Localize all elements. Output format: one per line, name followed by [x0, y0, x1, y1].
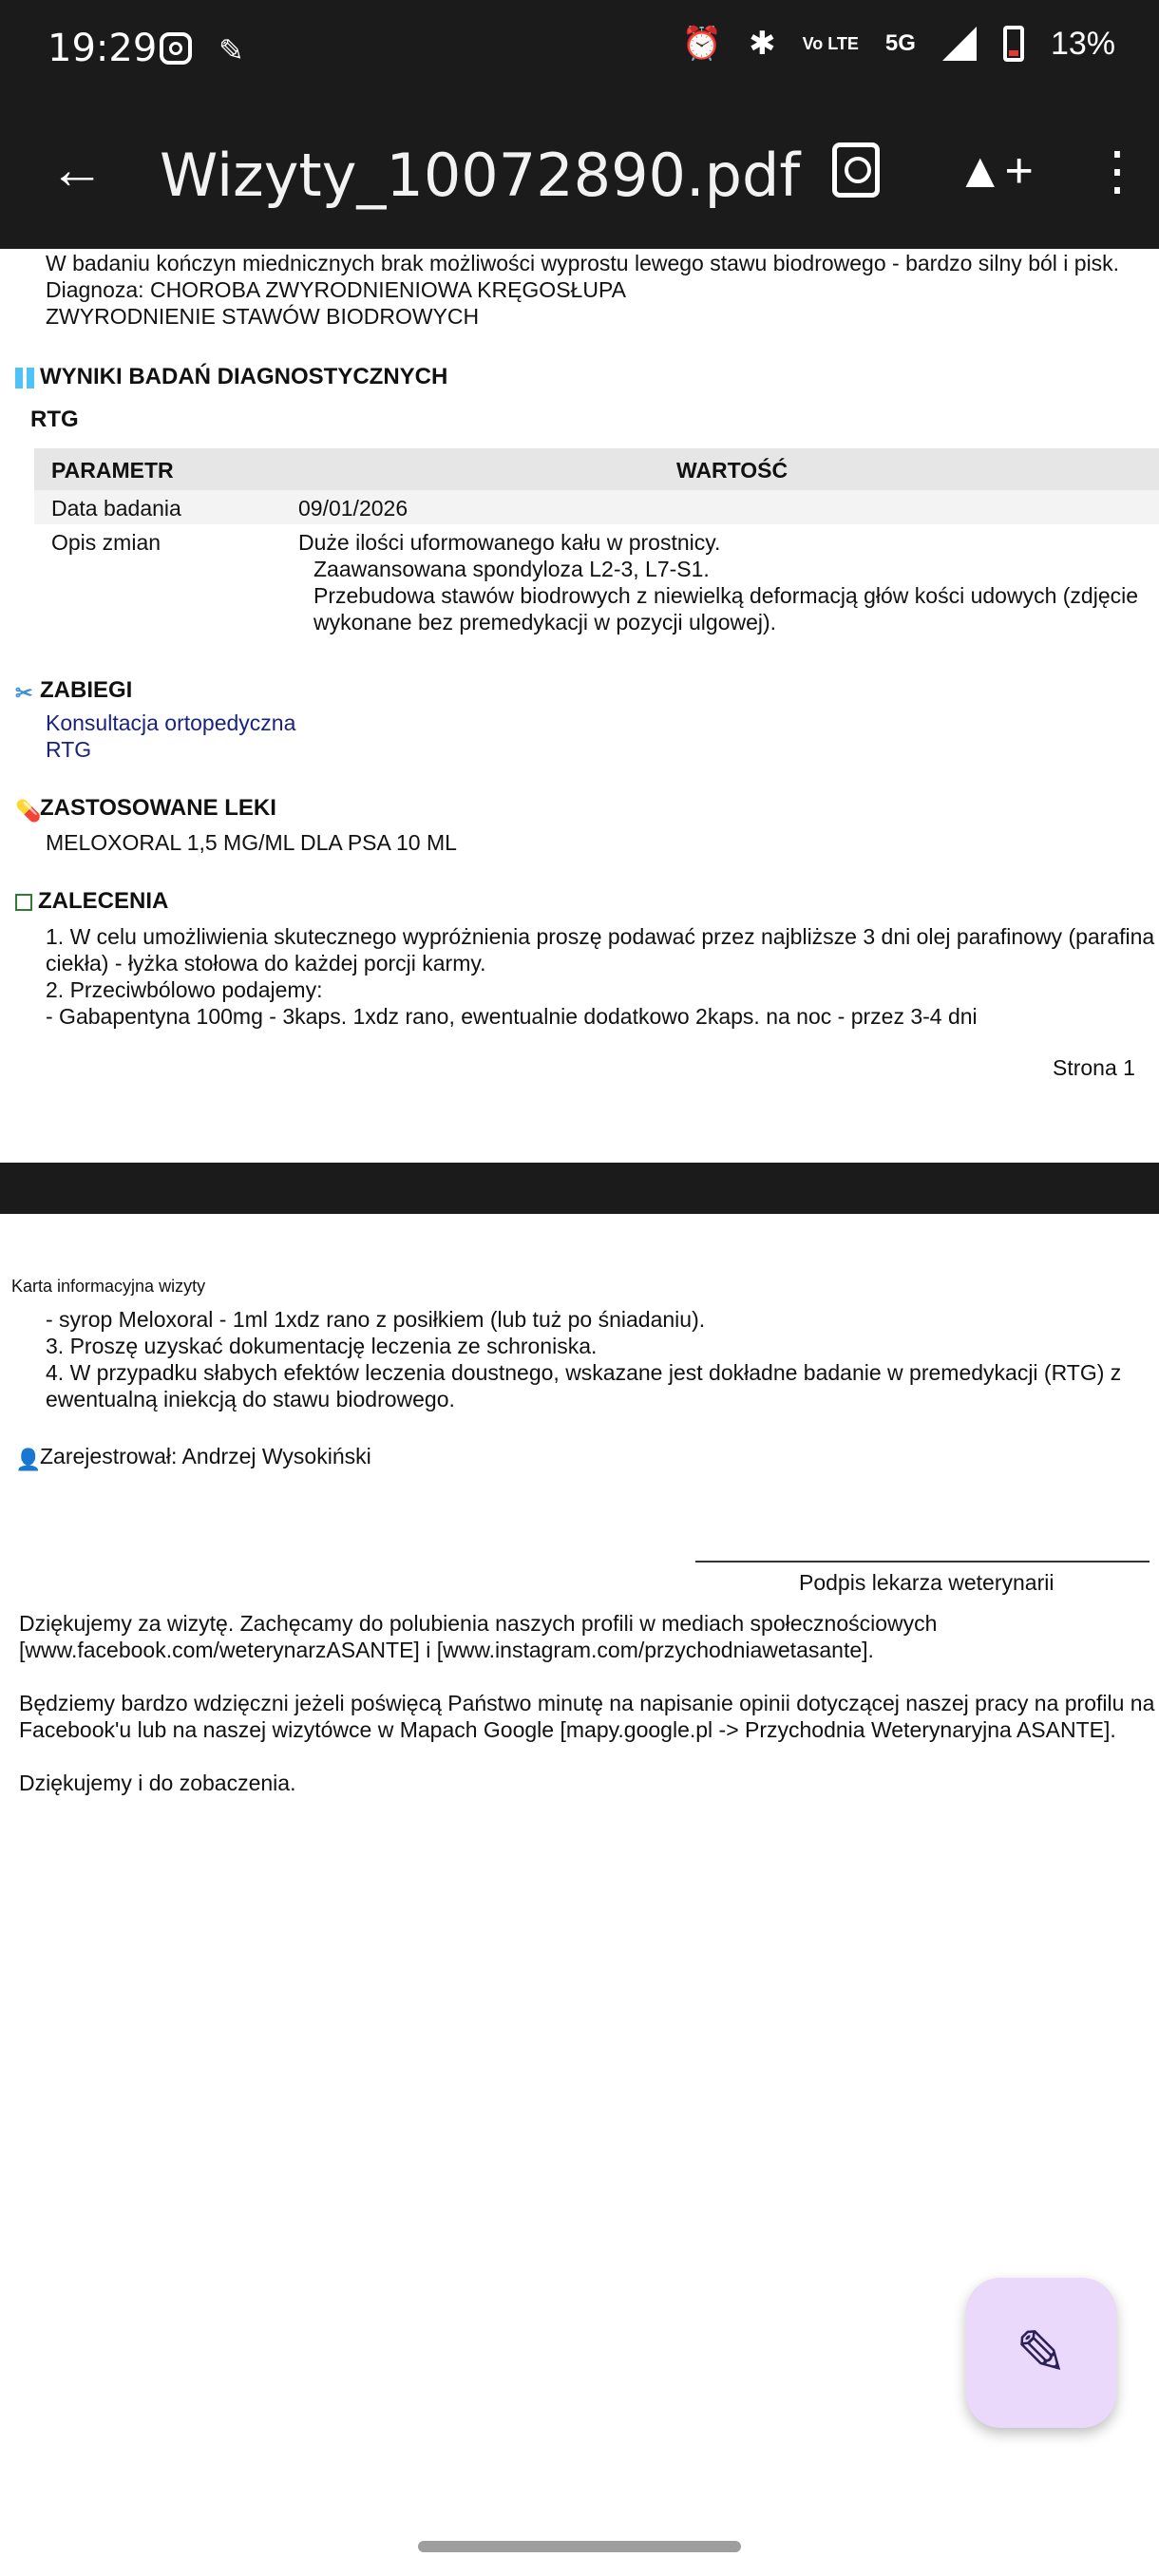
signature-line [695, 1561, 1150, 1563]
battery-icon [1003, 26, 1024, 62]
table-cell-cont: wykonane bez premedykacji w pozycji ulgowej). [314, 610, 777, 635]
battery-percent: 13% [1050, 25, 1115, 62]
section-heading-zabiegi: ✂ ZABIEGI [15, 677, 133, 705]
registered-by: 👤Zarejestrował: Andrzej Wysokiński [15, 1444, 371, 1471]
text-line: W badaniu kończyn miednicznych brak możliwości wyprostu lewego stawu biodrowego - bardzo silny ból i pisk. [46, 251, 1120, 275]
recommendation-line: ewentualną iniekcją do stawu biodrowego. [46, 1387, 455, 1411]
column-header: WARTOŚĆ [676, 458, 788, 483]
alarm-icon: ⏰ [681, 26, 723, 62]
procedure-item: Konsultacja ortopedyczna [46, 710, 296, 735]
test-tubes-icon [15, 368, 34, 388]
pill-icon: 💊 [15, 798, 42, 823]
app-bar [0, 104, 1159, 249]
thanks-line: Będziemy bardzo wdzięczni jeżeli poświęcą Państwo minutę na napisanie opinii dotyczącej naszej pracy na profilu na [19, 1691, 1155, 1715]
recommendation-line: - Gabapentyna 100mg - 3kaps. 1xdz rano, ewentualnie dodatkowo 2kaps. na noc - przez 3-4 dni [46, 1004, 978, 1029]
notepad-icon [15, 894, 32, 911]
doctor-icon: 👤 [15, 1447, 42, 1471]
bluetooth-icon: ✱ [749, 26, 776, 62]
status-icons [682, 25, 1115, 63]
more-options-button[interactable]: ⋮ [1091, 141, 1144, 200]
rtg-label: RTG [30, 407, 79, 432]
drive-add-icon[interactable]: ▲+ [956, 143, 1034, 199]
table-cell: Duże ilości uformowanego kału w prostnicy. [298, 530, 721, 555]
back-button[interactable]: ← [49, 139, 104, 200]
results-table [34, 448, 1159, 638]
page-number: Strona 1 [1053, 1055, 1135, 1080]
table-cell-cont: Zaawansowana spondyloza L2-3, L7-S1. [314, 557, 710, 581]
instagram-icon [160, 32, 192, 65]
table-cell: Data badania [51, 496, 181, 521]
thanks-line: Facebook'u lub na naszej wizytówce w Mapach Google [mapy.google.pl -> Przychodnia Weterynaryjna ASANTE]. [19, 1717, 1116, 1742]
recommendation-line: 4. W przypadku słabych efektów leczenia doustnego, wskazane jest dokładne badanie w premedykacji (RTG) z [46, 1360, 1122, 1385]
text-line: ZWYRODNIENIE STAWÓW BIODROWYCH [46, 304, 480, 329]
thanks-line: [www.facebook.com/weterynarzASANTE] i [www.instagram.com/przychodniawetasante]. [19, 1638, 874, 1662]
table-header [34, 448, 1159, 490]
thanks-line: Dziękujemy za wizytę. Zachęcamy do polubienia naszych profili w mediach społecznościowych [19, 1611, 938, 1636]
home-indicator[interactable] [418, 2541, 741, 2552]
edit-pen-icon: ✎ [1015, 2317, 1068, 2388]
page-separator [0, 1163, 1159, 1214]
table-cell: 09/01/2026 [298, 496, 408, 521]
network-type: 5G [884, 30, 916, 56]
thanks-line: Dziękujemy i do zobaczenia. [19, 1771, 296, 1795]
table-cell: Opis zmian [51, 530, 162, 555]
recommendation-line: 1. W celu umożliwienia skutecznego wypróżnienia proszę podawać przez najbliższe 3 dni olej parafinowy (parafina [46, 924, 1155, 949]
top-bar [0, 0, 1159, 249]
signature-caption: Podpis lekarza weterynarii [799, 1570, 1054, 1595]
text-line: Diagnoza: CHOROBA ZWYRODNIENIOWA KRĘGOSŁUPA [46, 277, 626, 302]
status-bar [0, 0, 1159, 104]
section-heading-leki: 💊ZASTOSOWANE LEKI [15, 795, 276, 823]
recommendation-line: - syrop Meloxoral - 1ml 1xdz rano z posiłkiem (lub tuż po śniadaniu). [46, 1307, 706, 1332]
document-title: Wizyty_10072890.pdf [160, 141, 801, 210]
signal-icon [942, 27, 977, 61]
recommendation-line: ciekła) - łyżka stołowa do każdej porcji karmy. [46, 951, 486, 975]
column-header: PARAMETR [51, 458, 174, 483]
scissors-icon: ✂ [15, 680, 33, 705]
recommendation-line: 2. Przeciwbólowo podajemy: [46, 977, 323, 1002]
volte-icon: Vo LTE [802, 34, 859, 53]
recommendation-line: 3. Proszę uzyskać dokumentację leczenia ze schroniska. [46, 1334, 598, 1358]
table-cell-cont: Przebudowa stawów biodrowych z niewielką deformacją głów kości udowych (zdjęcie [314, 583, 1139, 608]
table-row [34, 490, 1159, 524]
edit-fab-button[interactable] [966, 2278, 1116, 2428]
status-time: 19:29 [48, 27, 158, 70]
medication-item: MELOXORAL 1,5 MG/ML DLA PSA 10 ML [46, 830, 457, 855]
page-header: Karta informacyjna wizyty [11, 1277, 206, 1296]
procedure-item: RTG [46, 737, 92, 762]
section-heading-zalecenia: ZALECENIA [15, 888, 168, 915]
notification-app-icon: ✎ [218, 33, 244, 67]
document-search-icon[interactable] [832, 142, 880, 198]
section-heading-wyniki: WYNIKI BADAŃ DIAGNOSTYCZNYCH [15, 364, 447, 390]
